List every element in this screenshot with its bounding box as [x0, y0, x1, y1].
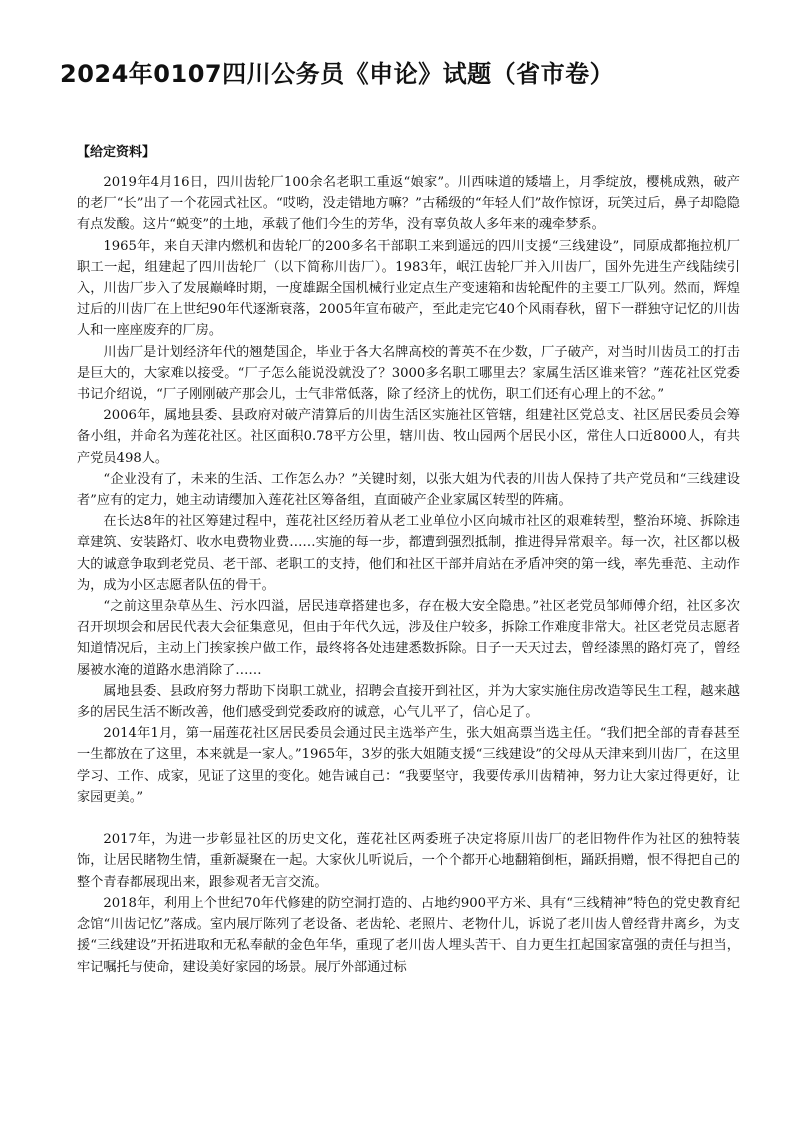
- paragraph: 属地县委、县政府努力帮助下岗职工就业，招聘会直接开到社区，并为大家实施住房改造等民生工程，越来越多的居民生活不断改善，他们感受到党委政府的诚意，心气儿平了，信心足了。: [77, 683, 740, 721]
- document-body: [77, 172, 740, 978]
- paragraph: 川齿厂是计划经济年代的翘楚国企，毕业于各大名牌高校的菁英不在少数，厂子破产，对当时川齿员工的打击是巨大的，大家难以接受。“厂子怎么能说没就没了？3000多名职工哪里去？家属生活区谁来管？”莲花社区党委书记介绍说，“厂子刚刚破产那会儿，士气非常低落，除了经济上的忧伤，职工们还有心理上的不忿。”: [77, 344, 740, 403]
- paragraph: 2014年1月，第一届莲花社区居民委员会通过民主选举产生，张大姐高票当选主任。“我们把全部的青春甚至一生都放在了这里，本来就是一家人。”1965年，3岁的张大姐随支援“三线建设”的父母从天津来到川齿厂，在这里学习、工作、成家，见证了这里的变化。她告诫自己：“我要坚守，我要传承川齿精神，努力让大家过得更好，让家园更美。”: [77, 726, 740, 805]
- paragraph: 2017年，为进一步彰显社区的历史文化，莲花社区两委班子决定将原川齿厂的老旧物件作为社区的独特装饰，让居民睹物生情，重新凝聚在一起。大家伙儿听说后，一个个都开心地翻箱倒柜，踊跃捐赠，恨不得把自己的整个青春都展现出来，跟参观者无言交流。: [77, 832, 740, 890]
- paragraph: 2006年，属地县委、县政府对破产清算后的川齿生活区实施社区管辖，组建社区党总支、社区居民委员会筹备小组，并命名为莲花社区。社区面积0.78平方公里，辖川齿、牧山园两个居民小区，常住人口近8000人，有共产党员498人。: [77, 408, 740, 466]
- paragraph: “企业没有了，未来的生活、工作怎么办？”关键时刻，以张大姐为代表的川齿人保持了共产党员和“三线建设者”应有的定力，她主动请缨加入莲花社区筹备组，直面破产企业家属区转型的阵痛。: [77, 471, 740, 509]
- page-title: 2024年0107四川公务员《申论》试题（省市卷）: [60, 60, 615, 88]
- paragraph: 2018年，利用上个世纪70年代修建的防空洞打造的、占地约900平方米、具有“三线精神”特色的党史教育纪念馆“川齿记忆”落成。室内展厅陈列了老设备、老齿轮、老照片、老物什儿，诉说了老川齿人曾经背井离乡，为支援“三线建设”开拓进取和无私奉献的金色年华，重现了老川齿人埋头苦干、自力更生扛起国家富强的责任与担当，牢记嘱托与使命，建设美好家园的场景。展厅外部通过标: [77, 895, 740, 975]
- section-label: 【给定资料】: [77, 145, 156, 160]
- paragraph: 2019年4月16日，四川齿轮厂100余名老职工重返“娘家”。川西味道的矮墙上，月季绽放，樱桃成熟，破产的老厂“长”出了一个花园式社区。“哎哟，没走错地方嘛？”古稀级的“年轻人们”故作惊讶，玩笑过后，鼻子却隐隐有点发酸。这片“蜕变”的土地，承载了他们今生的芳华，没有辜负故人多年来的魂牵梦系。: [77, 175, 740, 233]
- paragraph: 在长达8年的社区筹建过程中，莲花社区经历着从老工业单位小区向城市社区的艰难转型，整治环境、拆除违章建筑、安装路灯、收水电费物业费……实施的每一步，都遭到强烈抵制，推进得异常艰辛。每一次，社区都以极大的诚意争取到老党员、老干部、老职工的支持，他们和社区干部并肩站在矛盾冲突的第一线，率先垂范、主动作为，成为小区志愿者队伍的骨干。: [77, 514, 740, 593]
- paragraph: “之前这里杂草丛生、污水四溢，居民违章搭建也多，存在极大安全隐患。”社区老党员邹师傅介绍，社区多次召开坝坝会和居民代表大会征集意见，但由于年代久远，涉及住户较多，拆除工作难度非常大。社区老党员志愿者知道情况后，主动上门挨家挨户做工作，最终将各处违建悉数拆除。日子一天天过去，曾经漆黑的路灯亮了，曾经屡被水淹的道路水患消除了……: [77, 599, 740, 678]
- paragraph: 1965年，来自天津内燃机和齿轮厂的200多名干部职工来到遥远的四川支援“三线建设”，同原成都拖拉机厂职工一起，组建起了四川齿轮厂（以下简称川齿厂）。1983年，岷江齿轮厂并入川齿厂，国外先进生产线陆续引入，川齿厂步入了发展巅峰时期，一度雄踞全国机械行业定点生产变速箱和齿轮配件的主要工厂队列。然而，辉煌过后的川齿厂在上世纪90年代逐渐衰落，2005年宣布破产，至此走完它40个风雨春秋，留下一群独守记忆的川齿人和一座座废弃的厂房。: [77, 238, 740, 339]
